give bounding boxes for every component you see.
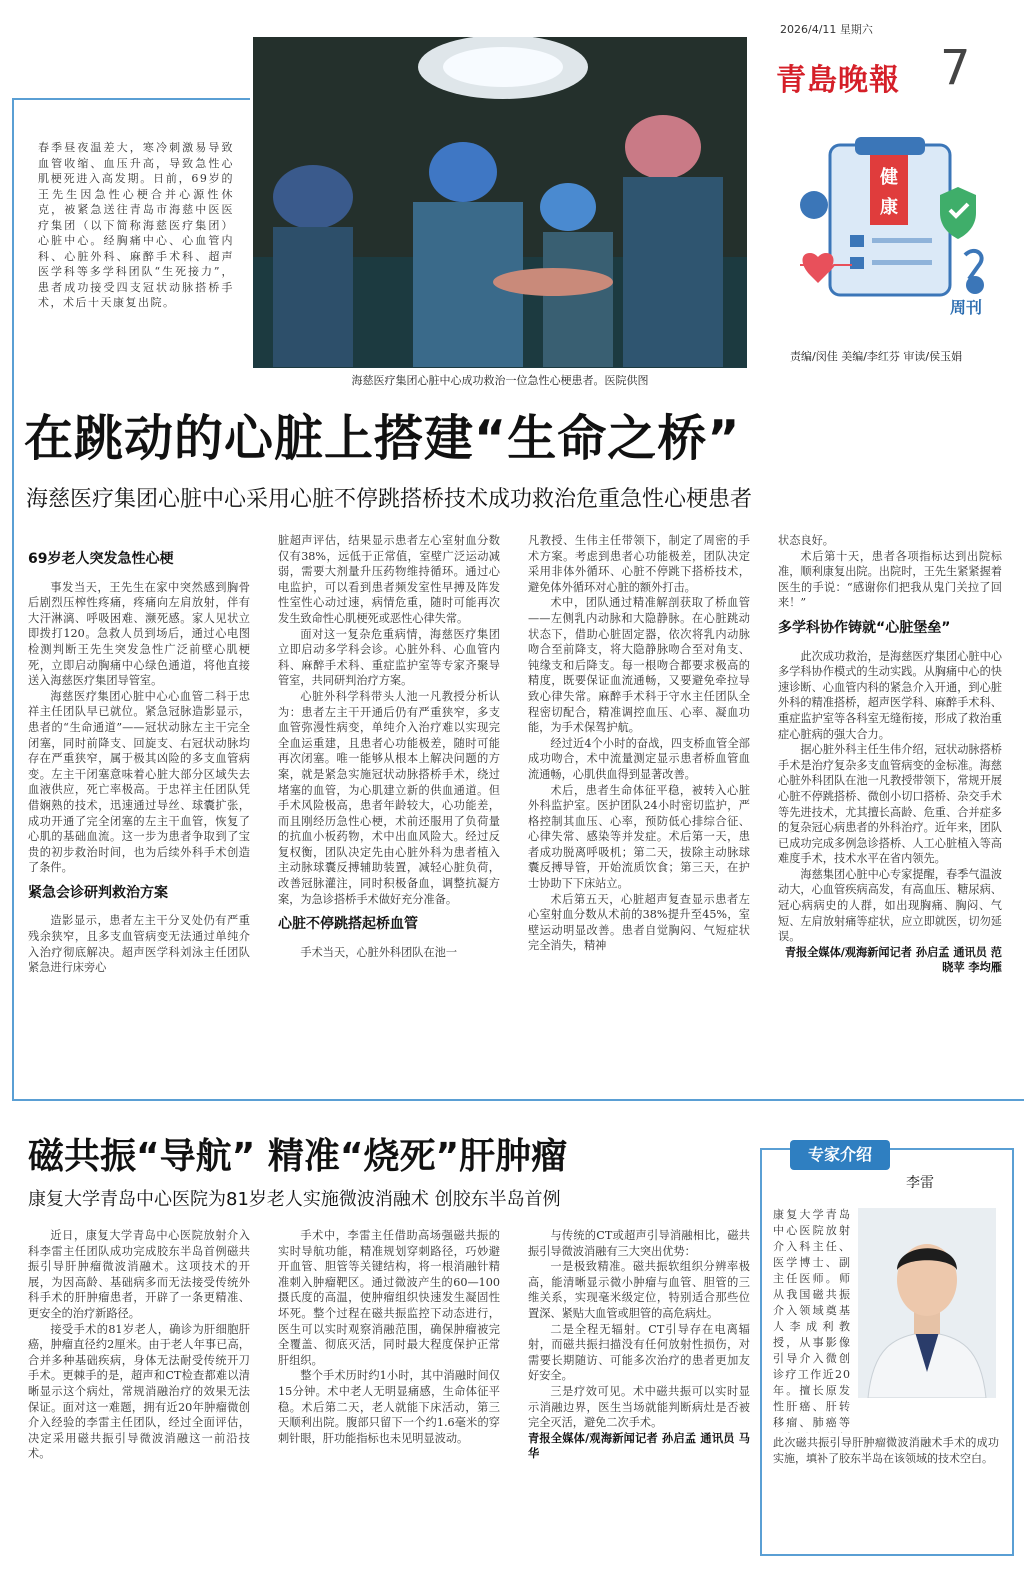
health-label: 健 (880, 167, 898, 188)
paragraph: 一是极致精准。磁共振软组织分辨率极高，能清晰显示微小肿瘤与血管、胆管的三维关系，实现毫米级定位，特别适合那些位置深、紧贴大血管或胆管的高危病灶。 (528, 1260, 750, 1320)
expert-summary: 此次磁共振引导肝肿瘤微波消融术手术的成功实施，填补了胶东半岛在该领域的技术空白。 (773, 1436, 999, 1465)
article2-subtitle: 康复大学青岛中心医院为81岁老人实施微波消融术 创胶东半岛首例 (28, 1189, 561, 1210)
paragraph: 此次成功救治，是海慈医疗集团心脏中心多学科协作模式的生动实践。从胸痛中心的快速诊断、心血管内科的紧急介入开通，到心脏外科的精准搭桥，超声医学科、麻醉手术科、重症监护室等各科室无缝衔接，形成了救治重症心脏病的强大合力。 (778, 649, 1002, 741)
paragraph: 术后第十天，患者各项指标达到出院标准，顺利康复出院。出院时，王先生紧紧握着医生的手说：“感谢你们把我从鬼门关拉了回来！” (778, 549, 1002, 610)
article1-column-3 (528, 533, 750, 1088)
paragraph: 二是全程无辐射。CT引导存在电离辐射，而磁共振扫描没有任何放射性损伤，对需要长期随访、可能多次治疗的患者更加友好安全。 (528, 1322, 750, 1383)
paragraph: 经过近4个小时的奋战，四支桥血管全部成功吻合，术中流量测定显示患者桥血管血流通畅，心肌供血得到显著改善。 (528, 736, 750, 781)
paragraph: 术后，患者生命体征平稳，被转入心脏外科监护室。医护团队24小时密切监护，严格控制其血压、心率，预防低心排综合征、心律失常、感染等并发症。术后第一天，患者成功脱离呼吸机；第二天，拔除主动脉球囊反搏导管，开始流质饮食；第三天，在护士协助下下床站立。 (528, 783, 750, 891)
paragraph: 脏超声评估，结果显示患者左心室射血分数仅有38%，远低于正常值，室壁广泛运动减弱，需要大剂量升压药物维持循环。通过心电监护，可以看到患者频发室性早搏及阵发性室性心动过速，病情危重，随时可能再次发生致命性心肌梗死或恶性心律失常。 (278, 534, 500, 625)
paragraph: 近日，康复大学青岛中心医院放射介入科李雷主任团队成功完成胶东半岛首例磁共振引导肝肿瘤微波消融术。这项技术的开展，为因高龄、基础病多而无法接受传统外科手术的肝肿瘤患者，开辟了一条更精准、更安全的治疗新路径。 (28, 1229, 250, 1320)
paragraph: 造影显示，患者左主干分叉处仍有严重残余狭窄，且多支血管病变无法通过单纯介入治疗彻底解决。超声医学科刘泳主任团队紧急进行床旁心 (28, 914, 250, 975)
newspaper-logo: 青島晚報 (776, 63, 900, 98)
paragraph: 面对这一复杂危重病情，海慈医疗集团立即启动多学科会诊。心脏外科、心血管内科、麻醉手术科、重症监护室等专家齐聚导管室，共同研判治疗方案。 (278, 627, 500, 688)
section-heading: 多学科协作铸就“心脏堡垒” (778, 619, 951, 636)
section-divider (12, 1099, 1024, 1101)
paragraph: 与传统的CT或超声引导消融相比，磁共振引导微波消融有三大突出优势： (528, 1229, 750, 1258)
article1-column-4 (778, 533, 1002, 1088)
paragraph: 手术中，李雷主任借助高场强磁共振的实时导航功能，精准规划穿刺路径，巧妙避开血管、胆管等关键结构，将一根消融针精准刺入肿瘤靶区。通过微波产生的60—100摄氏度的高温，使肿瘤组织快速发生凝固性坏死。整个过程在磁共振监控下动态进行，医生可以实时观察消融范围，确保肿瘤被完全覆盖、彻底灭活，同时最大程度保护正常肝组织。 (278, 1229, 500, 1367)
paragraph: 术后第五天，心脏超声复查显示患者左心室射血分数从术前的38%提升至45%，室壁运动明显改善。患者自觉胸闷、气短症状完全消失，精神 (528, 892, 750, 953)
paragraph: 术中，团队通过精准解剖获取了桥血管——左侧乳内动脉和大隐静脉。在心脏跳动状态下，借助心脏固定器，依次将乳内动脉吻合至前降支，将大隐静脉吻合至对角支、钝缘支和后降支。每一根吻合都要求极高的精度，既要保证血流通畅，又要避免牵拉导致心律失常。麻醉手术科于守水主任团队全程密切配合，精准调控血压、心率、凝血功能，为手术保驾护航。 (528, 596, 750, 735)
health-weekly-illustration (790, 135, 1020, 320)
paragraph: 接受手术的81岁老人，确诊为肝细胞肝癌，肿瘤直径约2厘米。由于老人年事已高，合并多种基础疾病，身体无法耐受传统开刀手术。更棘手的是，超声和CT检查都难以清晰显示这个病灶，常规消融治疗的效果无法保证。面对这一难题，拥有近20年肿瘤微创介入经验的李雷主任团队，经过全面评估，决定采用磁共振引导微波消融这一前沿技术。 (28, 1322, 250, 1461)
section-heading: 心脏不停跳搭起桥血管 (278, 916, 418, 933)
editor-credits: 责编/闵佳 美编/李红芬 审读/侯玉娟 (790, 350, 963, 363)
weekly-label: 周刊 (950, 298, 983, 317)
byline: 青报全媒体/观海新闻记者 孙启孟 通讯员 马华 (528, 1431, 750, 1461)
paragraph: 海慈医疗集团心脏中心心血管二科于忠祥主任团队早已就位。紧急冠脉造影显示，患者的“生命通道”——冠状动脉左主干完全闭塞，同时前降支、回旋支、右冠状动脉均存在严重狭窄，属于极其凶险的多支血管病变。左主干闭塞意味着心脏大部分区域失去血液供应，死亡率极高。于忠祥主任团队凭借娴熟的技术，迅速通过导丝、球囊扩张，成功开通了完全闭塞的左主干血管，恢复了心肌的基础血流。这一步为患者争取到了宝贵的初步救治时间，也为后续外科手术创造了条件。 (28, 689, 250, 875)
section-heading: 69岁老人突发急性心梗 (28, 551, 174, 567)
byline: 青报全媒体/观海新闻记者 孙启孟 通讯员 范晓苹 李均雁 (784, 945, 1002, 975)
paragraph: 心脏外科学科带头人池一凡教授分析认为：患者左主干开通后仍有严重狭窄，多支血管弥漫性病变，单纯介入治疗难以实现完全血运重建，且患者心功能极差，随时可能再次闭塞。唯一能够从根本上解决问题的方案，就是紧急实施冠状动脉搭桥手术，绕过堵塞的血管，为心肌建立新的供血通道。但手术风险极高，患者年龄较大，心功能差，而且刚经历急性心梗，术前还服用了负荷量的抗血小板药物，术中出血风险大。经过反复权衡，团队决定先由心脏外科为患者植入主动脉球囊反搏辅助装置，减轻心脏负荷，改善冠脉灌注，同时积极备血，调整抗凝方案，为急诊搭桥手术做好充分准备。 (278, 689, 500, 906)
paragraph: 海慈集团心脏中心专家提醒，春季气温波动大，心血管疾病高发，有高血压、糖尿病、冠心病病史的人群，如出现胸痛、胸闷、气短、左肩放射痛等症状，应立即就医，切勿延误。 (778, 867, 1002, 944)
surgery-photo (253, 37, 747, 368)
section-heading: 紧急会诊研判救治方案 (28, 884, 168, 901)
expert-name: 李雷 (906, 1175, 934, 1191)
svg-text:康: 康 (880, 197, 898, 218)
paragraph: 据心脏外科主任生伟介绍，冠状动脉搭桥手术是治疗复杂多支血管病变的金标准。海慈心脏外科团队在池一凡教授带领下，常规开展心脏不停跳搭桥、微创小切口搭桥、杂交手术等先进技术，尤其擅长高龄、危重、合并症多的复杂冠心病患者的外科治疗。近年来，团队已成功完成多例急诊搭桥、人工心脏植入等高难度手术，技术水平在省内领先。 (778, 743, 1002, 866)
paragraph: 事发当天，王先生在家中突然感到胸骨后剧烈压榨性疼痛，疼痛向左肩放射，伴有大汗淋漓、呼吸困难、濒死感。家人见状立即拨打120。急救人员到场后，通过心电图检测判断王先生突发急性广泛前壁心肌梗死，立即启动胸痛中心绿色通道，将他直接送入海慈医疗集团导管室。 (28, 580, 250, 688)
expert-portrait (858, 1208, 996, 1398)
issue-date: 2026/4/11 星期六 (780, 23, 873, 36)
paragraph: 整个手术历时约1小时，其中消融时间仅15分钟。术中老人无明显痛感，生命体征平稳。术后第二天，老人就能下床活动，第三天顺利出院。腹部只留下一个约1.6毫米的穿刺针眼，肝功能指标也未见明显波动。 (278, 1369, 500, 1445)
paragraph: 状态良好。 (778, 534, 834, 547)
article2-column-2 (278, 1228, 500, 1563)
article1-lead: 春季昼夜温差大，寒冷刺激易导致血管收缩、血压升高，导致急性心肌梗死进入高发期。日前，69岁的王先生因急性心梗合并心源性休克，被紧急送往青岛市海慈中医医疗集团（以下简称海慈医疗集团）心脏中心。经胸痛中心、心血管内科、心脏外科、麻醉手术科、超声医学科等多学科团队“生死接力”，患者成功接受四支冠状动脉搭桥手术，术后十天康复出院。 (38, 141, 234, 309)
article2-column-1 (28, 1228, 250, 1563)
paragraph: 手术当天，心脏外科团队在池一 (300, 945, 458, 959)
article2-title: 磁共振“导航” 精准“烧死”肝肿瘤 (28, 1136, 568, 1177)
paragraph: 凡教授、生伟主任带领下，制定了周密的手术方案。考虑到患者心功能极差，团队决定采用非体外循环、心脏不停跳下搭桥技术，避免体外循环对心脏的额外打击。 (528, 534, 750, 594)
page-number: 7 (940, 40, 971, 96)
article1-title: 在跳动的心脏上搭建“生命之桥” (24, 410, 741, 467)
paragraph: 三是疗效可见。术中磁共振可以实时显示消融边界，医生当场就能判断病灶是否被完全灭活，避免二次手术。 (528, 1384, 750, 1430)
article1-column-1 (28, 542, 250, 1090)
article1-column-2 (278, 533, 500, 1088)
photo-caption: 海慈医疗集团心脏中心成功救治一位急性心梗患者。医院供图 (351, 374, 649, 387)
expert-intro: 康复大学青岛中心医院放射介入科主任、医学博士、副主任医师。师从我国磁共振介入领域奠基人李成利教授，从事影像引导介入微创诊疗工作近20年。擅长原发性肝癌、肝转移瘤、肺癌等 (773, 1208, 851, 1429)
article1-subtitle: 海慈医疗集团心脏中心采用心脏不停跳搭桥技术成功救治危重急性心梗患者 (26, 487, 753, 512)
expert-tag: 专家介绍 (790, 1140, 890, 1170)
article2-column-3 (528, 1228, 750, 1563)
